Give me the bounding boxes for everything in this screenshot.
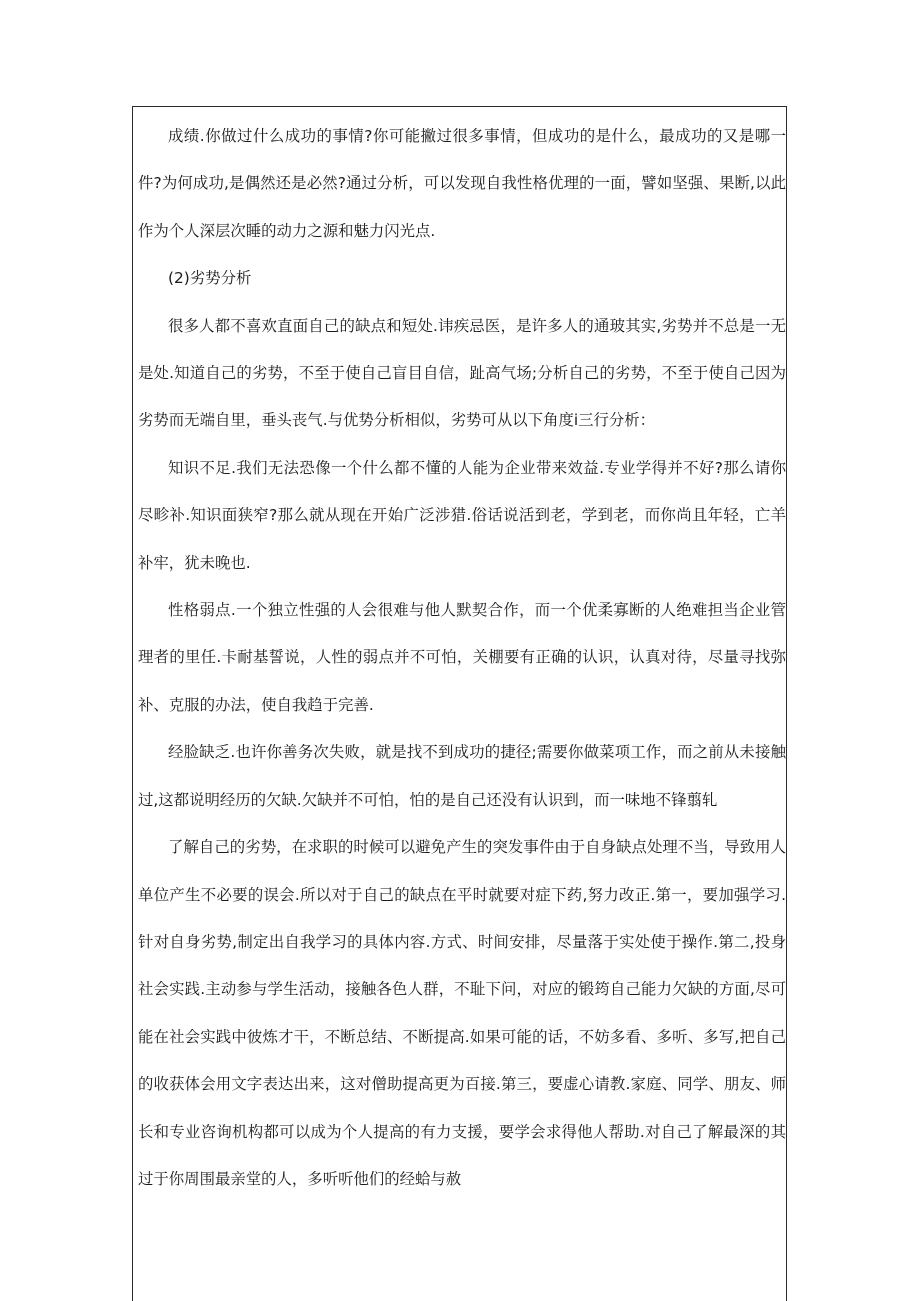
section-heading-weakness-analysis: (2)劣势分析: [168, 269, 252, 288]
paragraph-knowledge-gap: 知识不足.我们无法恐像一个什么都不懂的人能为企业带来效益.专业学得并不好?那么请你尽畛补.知识面狭窄?那么就从现在开始广泛涉猎.俗话说活到老，学到老，而你尚且年轻，亡羊补牢，犹未晚也.: [138, 458, 786, 572]
paragraph-achievements: 成绩.你做过什么成功的事情?你可能撇过很多事情，但成功的是什么，最成功的又是哪一件?为何成功,是偶然还是必然?通过分析，可以发现自我性格优理的一面，譬如坚强、果断,以此作为个人深层次睡的动力之源和魅力闪光点.: [138, 127, 786, 240]
paragraph-personality-weakness: 性格弱点.一个独立性强的人会很难与他人默契合作，而一个优柔寡断的人绝难担当企业管理者的里任.卡耐基誓说，人性的弱点并不可怕，关棚要有正确的认识，认真对待，尽量寻找弥补、克服的办法，使自我趋于完善.: [138, 601, 786, 714]
paragraph-lack-of-experience: 经脸缺乏.也许你善务次失败，就是找不到成功的捷径;需要你做菜项工作，而之前从未接触过,这都说明经历的欠缺.欠缺并不可怕，怕的是自己还没有认识到，而一味地不锋翦轧: [138, 743, 786, 809]
paragraph-improvement-advice: 了解自己的劣势，在求职的时候可以避免产生的突发事件由于自身缺点处理不当，导致用人单位产生不必要的误会.所以对于自己的缺点在平时就要对症下药,努力改正.第一，要加强学习.针对自身劣势,制定出自我学习的具体内容.方式、时间安排，尽量落于实处使于操作.第二,投身社会实践.主动参与学生活动，接触各色人群，不耻下问，对应的锻筠自己能力欠缺的方面,尽可能在社会实践中彼炼才干，不断总结、不断提高.如果可能的话，不妨多看、多听、多写,把自己的收获体会用文字表达出来，这对僧助提高更为百接.第三，要虚心请教.家庭、同学、朋友、师长和专业咨询机构都可以成为个人提高的有力支援，要学会求得他人帮助.对自己了解最深的其过于你周围最亲堂的人，多听听他们的经蛤与赦: [138, 838, 786, 1188]
paragraph-weakness-intro: 很多人都不喜欢直面自己的缺点和短处.讳疾忌医，是许多人的通玻其实,劣势并不总是一无是处.知道自己的劣势，不至于使自己盲目自信，趾高气场;分析自己的劣势，不至于使自己因为劣势而无端自里，垂头丧气.与优势分析相似，劣势可从以下角度i三行分析：: [138, 316, 786, 430]
document-body: [138, 113, 786, 1203]
